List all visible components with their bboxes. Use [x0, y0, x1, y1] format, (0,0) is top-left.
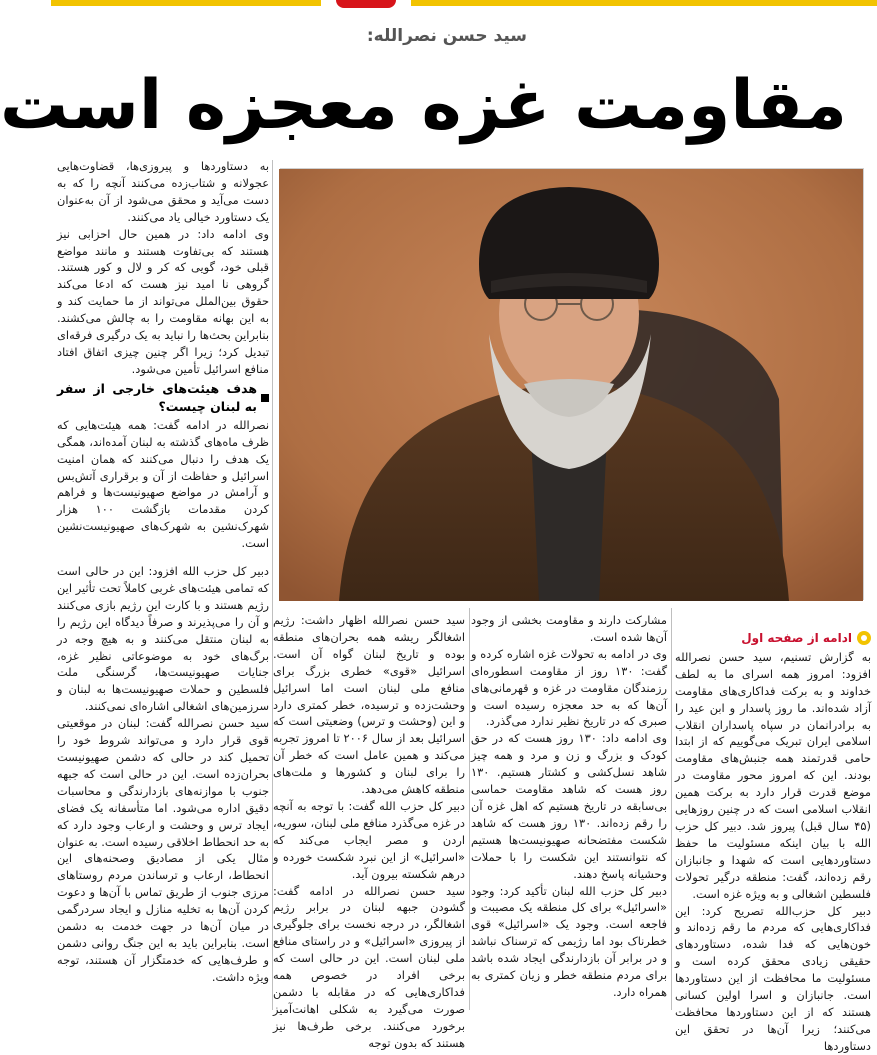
paragraph: سید حسن نصرالله گفت: لبنان در موقعیتی قوی قرار دارد و می‌تواند شروط خود را تحمیل کند در حالی که دشمن صهیونیست بحران‌زده است. این در حالی است که جبهه جنوب با موازنه‌های بازدارندگی و محاسبات دقیق اداره می‌شود. اما متأسفانه یک فضای ایجاد ترس و وحشت و ارعاب وجود دارد که به حد انحطاط اخلاقی رسیده است. به عنوان مثال یکی از مصادیق وصحنه‌های این انحطاط، ارعاب و ترساندن مردم روستاهای مرزی جنوب از طریق تماس با آن‌ها و دعوت کردن آن‌ها به تخلیه منازل و ایجاد سردرگمی در میان آن‌ها در جهت خدمت به دشمن است. بنابراین باید به این جنگ روانی دشمن و طرف‌هایی که خدمتگزار آن هستند، توجه ویژه داشت. — [57, 716, 269, 984]
top-yellow-strip-right — [411, 0, 877, 6]
top-red-tab — [336, 0, 396, 8]
paragraph: دبیر کل حزب الله لبنان تأکید کرد: وجود «اسرائیل» برای کل منطقه یک مصیبت و فاجعه است. وجود یک «اسرائیل» قوی خطرناک بود اما رژیمی که ترسناک نباشد و در برابر آن بازدارندگی ایجاد شده باشد برای مردم منطقه خطر و زیان کمتری به همراه دارد. — [471, 883, 667, 999]
main-headline: مقاومت غزه معجزه است — [0, 66, 847, 145]
column-divider — [671, 608, 672, 1010]
subhead-text: هدف هیئت‌های خارجی از سفر به لبنان چیست؟ — [57, 380, 257, 414]
paragraph: سید حسن نصرالله در ادامه گفت: گشودن جبهه لبنان در برابر رژیم اشغالگر، در درجه نخست برای جلوگیری از پیروزی «اسرائیل» و در راستای منافع ملی لبنان است. این در حالی است که برخی افراد در خصوص همه فداکاری‌هایی که در مقابله با دشمن صورت می‌گیرد به شکلی اهانت‌آمیز برخورد می‌کنند. برخی طرف‌ها نیز هستند که بدون توجه — [273, 883, 465, 1050]
paragraph: دبیر کل حزب الله افزود: این در حالی است که تمامی هیئت‌های غربی کاملاً تحت تأثیر این رژیم هستند و با کارت این رژیم بازی می‌کنند و آن را می‌پذیرند و صرفاً دیدگاه این رژیم را به لبنان منتقل می‌کنند و به هیچ وجه در برگ‌های خود به موضوعاتی نظیر غزه، جنایات صهیونیست‌ها، گرسنگی ملت فلسطین و حملات صهیونیست‌ها به لبنان و سرزمین‌های اشغالی اشاره‌ای نمی‌کنند. — [57, 564, 269, 714]
continued-label: ادامه از صفحه اول — [741, 631, 852, 645]
paragraph: دبیر کل حزب الله گفت: با توجه به آنچه در غزه می‌گذرد منافع ملی لبنان، سوریه، اردن و مصر ایجاب می‌کند که «اسرائیل» از این نبرد شکست خورده و درهم شکسته بیرون آید. — [273, 798, 465, 881]
paragraph: وی ادامه داد: در همین حال احزابی نیز هستند که بی‌تفاوت هستند و مانند مواضع قبلی خود، گویی که کر و لال و کور هستند. گروهی نا امید نیز هست که ادعا می‌کند حقوق بین‌الملل می‌تواند از ما حمایت کند و به این بهانه مقاومت را به چالش می‌کشند. بنابراین بحث‌ها را نباید به یک درگیری فرقه‌ای تبدیل کرد؛ زیرا اگر چنین چیزی اتفاق افتاد منافع اسرائیل تأمین می‌شود. — [57, 226, 269, 376]
paragraph: سید حسن نصرالله اظهار داشت: رژیم اشغالگر ریشه همه بحران‌های منطقه بوده و تاریخ لبنان گواه آن است. اسرائیل «قوی» خطری بزرگ برای منافع ملی لبنان است اما اسرائیل وحشت‌زده و ترسیده، خطر کمتری دارد و این (وحشت و ترس) وضعیتی است که اسرائیل بعد از سال ۲۰۰۶ تا امروز تجربه می‌کند و همین عامل است که خطر آن را برای لبنان و کشورها و ملت‌های منطقه کاهش می‌دهد. — [273, 613, 466, 797]
continued-from-front-page — [675, 630, 871, 647]
right-column-1 — [675, 630, 871, 1055]
paragraph: دبیر کل حزب‌الله تصریح کرد: این فداکاری‌هایی که مردم ما رقم زده‌اند و خون‌هایی که فدا شده، دستاوردهای حقیقی زیادی محقق کرده است و مسئولیت ما محافظت از این دستاوردها است. جانبازان و اسرا اولین کسانی هستند که از این دستاوردها محافظت می‌کنند؛ زیرا آن‌ها در تحقق این دستاوردها — [675, 903, 871, 1053]
headline-kicker: سید حسن نصرالله: — [366, 26, 527, 46]
column-divider — [272, 160, 273, 1010]
portrait-photo — [280, 168, 864, 600]
right-column-2 — [471, 612, 667, 1001]
paragraph: به دستاوردها و پیروزی‌ها، قضاوت‌هایی عجولانه و شتاب‌زده می‌کنند آنچه را که به دست می‌آید و محقق می‌شود از آن به‌عنوان یک دستاورد خیالی یاد می‌کنند. — [57, 159, 269, 224]
paragraph: وی در ادامه به تحولات غزه اشاره کرده و گفت: ۱۳۰ روز از مقاومت اسطوره‌ای رزمندگان مقاومت در غزه و قهرمانی‌های آن‌ها که به حد معجزه رسیده است و صبری که در تاریخ نظیر ندارد می‌گذرد. — [471, 646, 668, 729]
continue-marker-icon — [857, 631, 871, 645]
right-column-3 — [273, 612, 465, 1052]
left-column-bottom — [57, 563, 269, 986]
section-subhead — [57, 380, 269, 416]
column-divider — [469, 608, 470, 1010]
bullet-square-icon — [261, 394, 269, 402]
paragraph: مشارکت دارند و مقاومت بخشی از وجود آن‌ها شده است. — [471, 613, 667, 644]
paragraph: به گزارش تسنیم، سید حسن نصرالله افزود: امروز همه اسرای ما به لطف خداوند و به برکت فداکاری‌های مقاومت آزاد شده‌اند. ما روز پاسدار و ابن عید را به برادرانمان در سپاه پاسداران انقلاب اسلامی ایران تبریک می‌گوییم که از ابتدا حامی قدرتمند همه جنبش‌های مقاومت بودند. این که امروز محور مقاومت در موضع قدرت قرار دارد به برکت همین انقلاب اسلامی است که در چنین روزهایی (۴۵ سال قبل) پیروز شد. دبیر کل حزب الله با بیان اینکه مسئولیت ما حفظ دستاوردهایی است که شهدا و جانبازان رقم زده‌اند، گفت: منطقه درگیر تحولات فلسطین اشغالی و به ویژه غزه است. — [675, 649, 871, 901]
top-yellow-strip-left — [51, 0, 321, 6]
left-column-top — [57, 158, 269, 552]
paragraph: نصرالله در ادامه گفت: همه هیئت‌هایی که ظرف ماه‌های گذشته به لبنان آمده‌اند، همگی یک هدف را دنبال می‌کنند که همان امنیت اسرائیل و حفاظت از آن و برقراری آتش‌بس و آرامش در مواضع صهیونیست‌ها و فراهم کردن مقدمات بازگشت ۱۰۰ هزار شهرک‌نشین به شهرک‌های صهیونیست‌نشین است. — [57, 417, 269, 551]
paragraph: وی ادامه داد: ۱۳۰ روز هست که در حق کودک و بزرگ و زن و مرد و همه چیز شاهد نسل‌کشی و کشتار هستیم. ۱۳۰ روز هست که شاهد مقاومت حماسی بی‌سابقه در تاریخ هستیم که اهل غزه آن را رقم زده‌اند. ۱۳۰ روز هست که شاهد شکست مفتضحانه صهیونیست‌ها هستیم که نتوانستند این شکست را با حملات وحشیانه پاسخ دهند. — [471, 731, 667, 881]
top-color-band — [51, 0, 877, 8]
